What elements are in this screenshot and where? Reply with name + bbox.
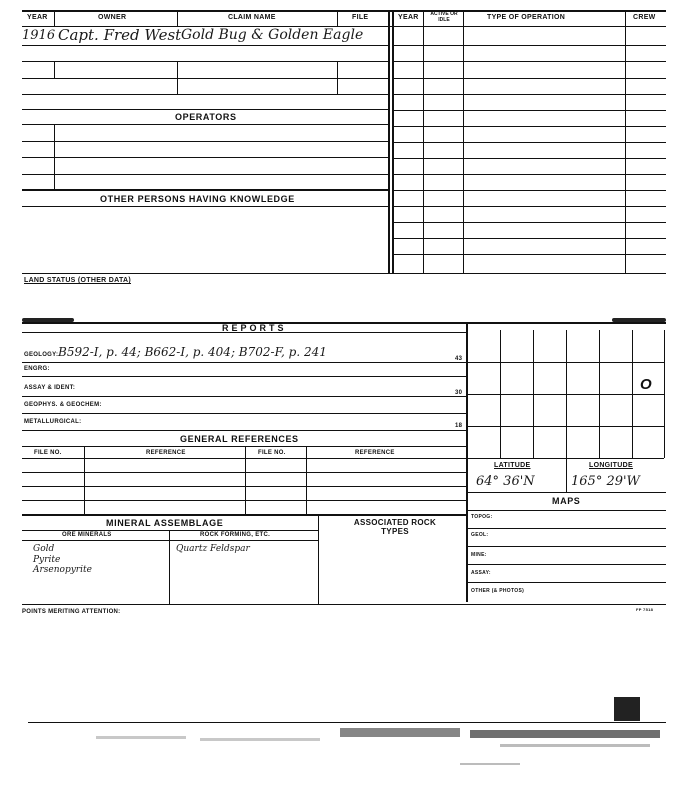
points-meriting-attention-label: POINTS MERITING ATTENTION: [22,609,121,615]
latitude-value: 64° 36'N [476,474,535,489]
ref-reference-header-2: REFERENCE [355,450,395,456]
longitude-label: LONGITUDE [589,462,633,469]
general-references-title: GENERAL REFERENCES [180,434,299,444]
year-header: YEAR [27,14,48,21]
entry-year: 1916 [22,28,56,43]
knowledge-title: OTHER PERSONS HAVING KNOWLEDGE [100,194,295,204]
crew-header: CREW [633,14,656,21]
associated-rock-types-header: ASSOCIATED ROCK TYPES [353,518,437,536]
maps-mine: MINE: [471,552,487,558]
geophys-label: GEOPHYS. & GEOCHEM: [24,402,102,408]
active-or-idle-header: ACTIVE OR IDLE [430,11,458,23]
entry-owner: Capt. Fred West [58,26,182,44]
claim-name-header: CLAIM NAME [228,14,276,21]
entry-claim-name: Gold Bug & Golden Eagle [181,27,364,43]
metallurgical-label: METALLURGICAL: [24,419,82,425]
ore-mineral-2: Pyrite [33,555,61,565]
grid-mark: O [640,376,652,393]
maps-assay: ASSAY: [471,570,491,576]
ore-minerals-header: ORE MINERALS [62,532,112,538]
op-year-header: YEAR [398,14,419,21]
land-status-label: LAND STATUS (OTHER DATA) [24,277,132,284]
maps-other: OTHER (& PHOTOS) [471,588,525,594]
longitude-value: 165° 29'W [571,474,640,489]
engrg-label: ENGRG: [24,366,50,372]
file-header: FILE [352,14,369,21]
geology-label: GEOLOGY: [24,352,59,358]
maps-geol: GEOL: [471,532,489,538]
operators-title: OPERATORS [175,112,237,122]
ref-file-no-header-1: FILE NO. [34,450,62,456]
geology-number: 43 [455,356,463,362]
type-of-operation-header: TYPE OF OPERATION [487,14,566,21]
ore-mineral-1: Gold [33,544,55,554]
maps-title: MAPS [552,496,581,506]
maps-topog: TOPOG: [471,514,493,520]
assay-label: ASSAY & IDENT: [24,385,76,391]
geology-value: B592-I, p. 44; B662-I, p. 404; B702-F, p. 241 [58,345,327,359]
rock-forming-value: Quartz Feldspar [176,544,250,554]
ref-reference-header-1: REFERENCE [146,450,186,456]
form-number: FP 7518 [636,607,654,612]
mineral-assemblage-title: MINERAL ASSEMBLAGE [106,518,224,528]
ref-file-no-header-2: FILE NO. [258,450,286,456]
metallurgical-number: 18 [455,423,463,429]
owner-header: OWNER [98,14,127,21]
ore-mineral-3: Arsenopyrite [33,565,92,575]
latitude-label: LATITUDE [494,462,531,469]
rock-forming-header: ROCK FORMING, ETC. [200,532,271,538]
reports-title: REPORTS [222,323,287,333]
assay-number: 30 [455,390,463,396]
